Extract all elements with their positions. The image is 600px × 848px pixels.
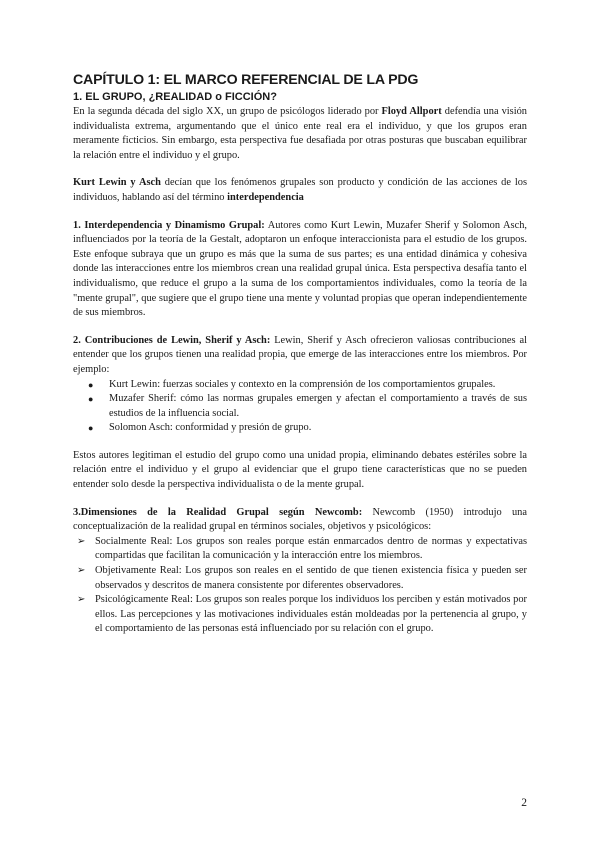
dimensiones-heading: 3.Dimensiones de la Realidad Grupal según Newcomb: xyxy=(73,506,363,518)
dimensiones-paragraph xyxy=(73,506,527,535)
list-item: ➢ Psicológicamente Real: Los grupos son reales porque los individuos los perciben y están motivados por ellos. Las percepciones y las motivaciones individuales están moldeadas por la pertenencia al grupo, y el comportamiento de las personas está influenciado por su relación con el grupo. xyxy=(77,594,527,635)
dimensiones-text: Newcomb (1950) introdujo una conceptualización de la realidad grupal en términos sociales, objetivos y psicológicos: xyxy=(73,506,527,533)
legitiman-paragraph: Estos autores legitiman el estudio del grupo como una unidad propia, eliminando debates estériles sobre la relación entre el individuo y el grupo al evidenciar que el grupo tiene características que no se pueden entender solo desde la perspectiva individualista o de la mente grupal. xyxy=(73,449,527,491)
list-item: ➢ Socialmente Real: Los grupos son reales porque están enmarcados dentro de normas y expectativas compartidas que facilitan la comunicación y la interacción entre los miembros. xyxy=(77,535,527,562)
arrow-icon: ➢ xyxy=(77,535,86,547)
bullet-icon: ● xyxy=(88,423,94,434)
document-page xyxy=(73,72,527,637)
bullet-icon: ● xyxy=(88,394,94,405)
interdependencia-text: Autores como Kurt Lewin, Muzafer Sherif y Solomon Asch, influenciados por la teoría de la Gestalt, adoptaron un enfoque interaccionista para el estudio de los grupos. Este enfoque subraya que un grupo es más que la suma de sus partes; es una entidad dinámica y cohesiva donde las interacciones entre los miembros crean una realidad grupal única. Esta perspectiva desafía tanto el individualismo, que reduce el grupo a la suma de los comportamientos individuales, como la teoría de la "mente grupal", que sugiere que el grupo tiene una mente y voluntad propias que operan independientemente de sus miembros. xyxy=(73,219,527,319)
chapter-title: CAPÍTULO 1: EL MARCO REFERENCIAL DE LA PDG xyxy=(73,72,419,88)
lewin-asch-paragraph xyxy=(73,176,527,205)
section-title: 1. EL GRUPO, ¿REALIDAD o FICCIÓN? xyxy=(73,91,277,103)
intro-text-end: defendía una visión individualista extrema, argumentando que el único ente real era el individuo, y que los grupos eran meramente ficticios. Sin embargo, esta perspectiva fue desafiada por otras posturas que buscaban equilibrar la relación entre el individuo y el grupo. xyxy=(73,106,527,161)
bullet-icon: ● xyxy=(88,379,94,390)
list-item: ● Muzafer Sherif: cómo las normas grupales emergen y afectan el comportamiento a través de sus estudios de la influencia social. xyxy=(88,393,527,419)
lewin-asch-text: decían que los fenómenos grupales son producto y condición de las acciones de los individuos, hablando así del término xyxy=(73,177,527,203)
contribuciones-text: Lewin, Sherif y Asch ofrecieron valiosas contribuciones al entender que los grupos tienen una realidad propia, que emerge de las interacciones entre los miembros. Por ejemplo: xyxy=(73,334,527,375)
arrow-icon: ➢ xyxy=(77,565,86,577)
contribuciones-heading: 2. Contribuciones de Lewin, Sherif y Asch: xyxy=(73,334,271,346)
interdependencia-paragraph xyxy=(73,219,527,321)
intro-text-start: En la segunda década del siglo XX, un grupo de psicólogos liderado por xyxy=(73,106,382,117)
intro-paragraph xyxy=(73,105,527,163)
arrow-icon: ➢ xyxy=(77,594,86,606)
list-item: ➢ Objetivamente Real: Los grupos son reales en el sentido de que tienen existencia física y pueden ser observados y descritos de manera consistente por diferentes observadores. xyxy=(77,565,527,591)
interdependencia-heading: 1. Interdependencia y Dinamismo Grupal: xyxy=(73,219,265,231)
page-number: 2 xyxy=(521,797,527,809)
contribuciones-paragraph xyxy=(73,334,527,378)
term-interdependencia: interdependencia xyxy=(227,191,304,203)
contribuciones-list xyxy=(73,378,527,436)
author-allport: Floyd Allport xyxy=(381,106,442,117)
authors-lewin-asch: Kurt Lewin y Asch xyxy=(73,177,161,189)
dimensiones-list xyxy=(73,535,527,637)
list-item: ● Solomon Asch: conformidad y presión de grupo. xyxy=(73,421,527,436)
list-item: ● Kurt Lewin: fuerzas sociales y contexto en la comprensión de los comportamientos grupales. xyxy=(73,378,527,393)
